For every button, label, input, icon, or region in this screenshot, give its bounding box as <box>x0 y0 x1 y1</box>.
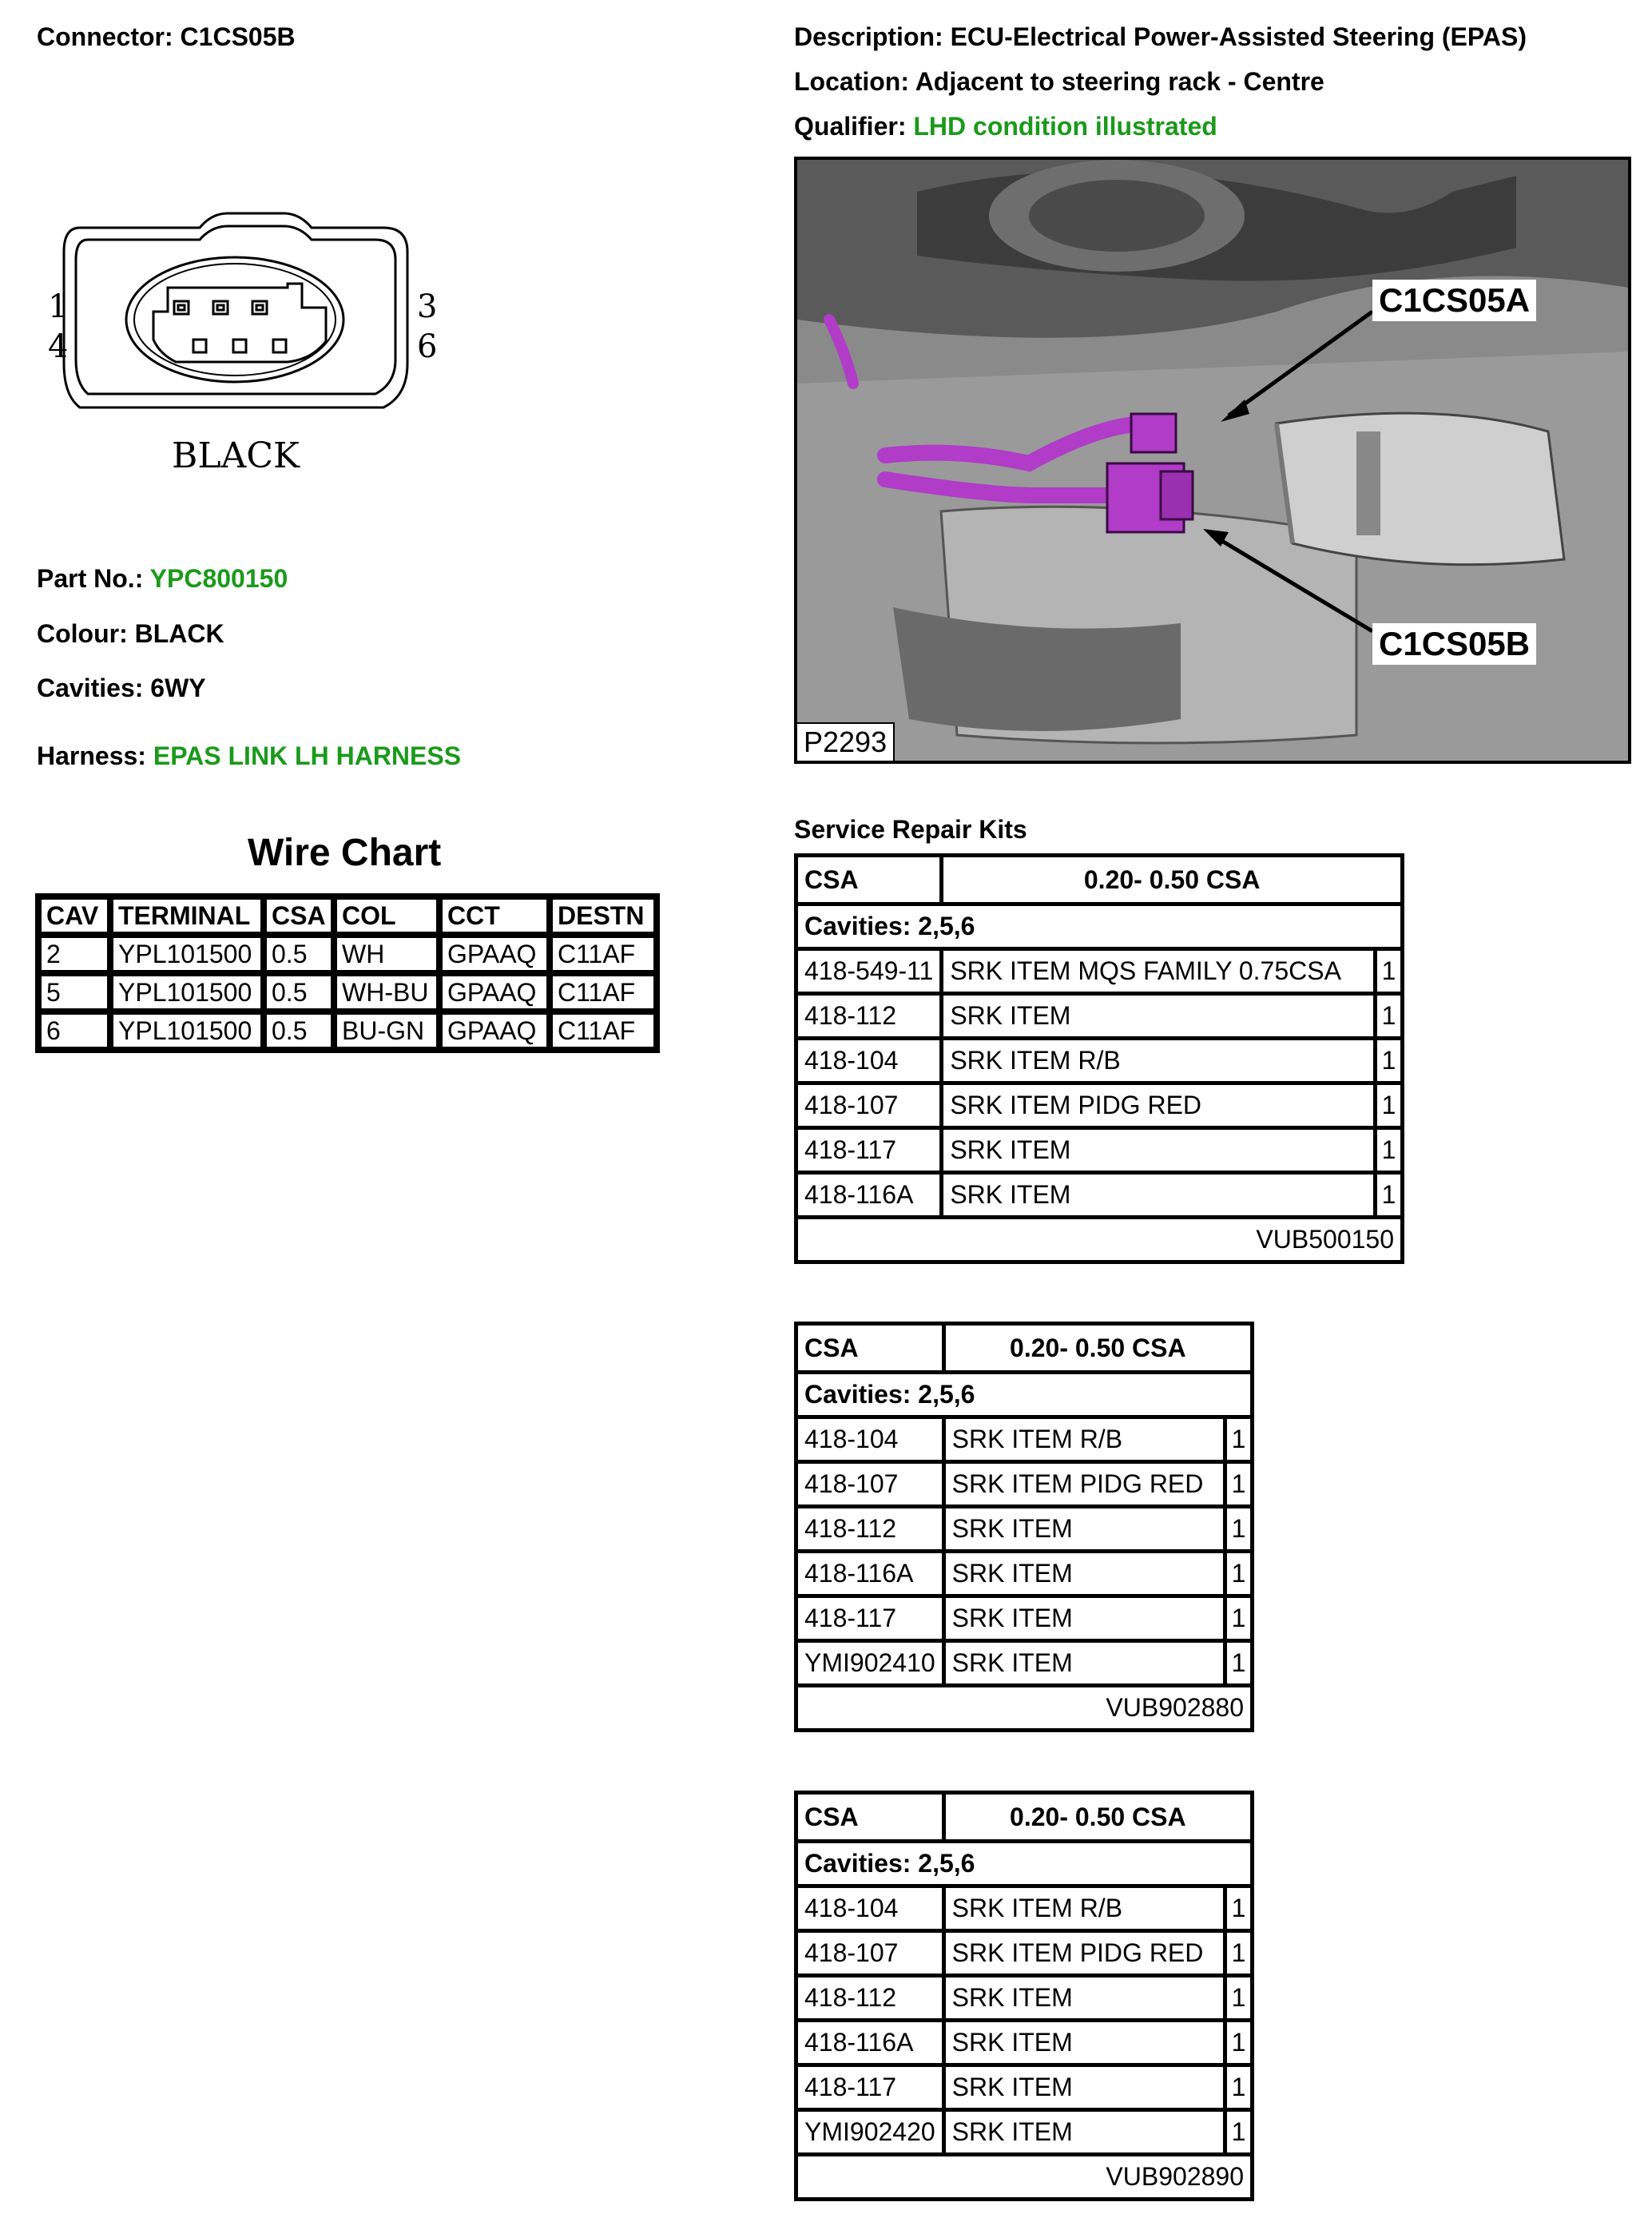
repair-kit-table-2 <box>794 1322 1254 1732</box>
cav-cell: 6 <box>38 1012 110 1050</box>
table-row <box>798 2018 1250 2063</box>
kit-item-qty: 1 <box>1373 947 1400 992</box>
table-row <box>798 1171 1400 1215</box>
harness-label: Harness: <box>37 741 146 770</box>
kit-item-part: YMI902420 <box>798 2108 942 2152</box>
kit-item-part: 418-117 <box>798 2063 942 2108</box>
col-header-destn: DESTN <box>550 896 657 935</box>
kit-header-row <box>798 1326 1250 1370</box>
location-label: Location: <box>794 67 909 96</box>
engine-bay-illustration <box>797 160 1628 761</box>
cavities-value: 6WY <box>150 674 206 702</box>
kit-item-desc: SRK ITEM MQS FAMILY 0.75CSA <box>939 947 1373 992</box>
kit-csa-label: CSA <box>804 1333 859 1362</box>
kit-item-qty: 1 <box>1223 1504 1250 1549</box>
kit-item-qty: 1 <box>1373 992 1400 1036</box>
kit-csa-range: 0.20- 0.50 CSA <box>939 857 1400 902</box>
cct-cell: GPAAQ <box>439 1012 550 1050</box>
kit-item-desc: SRK ITEM PIDG RED <box>939 1081 1373 1126</box>
kit-item-desc: SRK ITEM R/B <box>942 1415 1223 1460</box>
table-row <box>798 1036 1400 1081</box>
col-header-csa: CSA <box>264 896 334 935</box>
destn-cell: C11AF <box>550 1012 657 1050</box>
destn-cell: C11AF <box>550 973 657 1012</box>
col-cell: BU-GN <box>334 1012 439 1050</box>
callout-c1cs05b: C1CS05B <box>1372 623 1536 665</box>
location-photo <box>794 157 1631 764</box>
repair-kit-table-1 <box>794 853 1404 1264</box>
kit-item-desc: SRK ITEM <box>942 1594 1223 1639</box>
kit-number: VUB902890 <box>798 2152 1250 2197</box>
callout-c1cs05a: C1CS05A <box>1372 280 1536 321</box>
kit-item-part: YMI902410 <box>798 1639 942 1683</box>
kit-item-part: 418-117 <box>798 1594 942 1639</box>
location-value: Adjacent to steering rack - Centre <box>915 67 1324 96</box>
kit-item-qty: 1 <box>1223 2018 1250 2063</box>
qualifier-value: LHD condition illustrated <box>913 112 1217 141</box>
kit-item-desc: SRK ITEM PIDG RED <box>942 1929 1223 1974</box>
cavity-squares <box>174 301 286 352</box>
kit-item-qty: 1 <box>1223 1974 1250 2018</box>
kit-header-row <box>798 857 1400 902</box>
repair-kit-table-3 <box>794 1791 1254 2201</box>
table-row <box>798 2063 1250 2108</box>
col-header-cct: CCT <box>439 896 550 935</box>
kit-item-qty: 1 <box>1223 1594 1250 1639</box>
photo-id-label: P2293 <box>797 722 895 761</box>
kit-number: VUB500150 <box>798 1215 1400 1260</box>
col-cell: WH <box>334 935 439 973</box>
pin-label-6: 6 <box>417 328 438 365</box>
part-no-label: Part No.: <box>37 564 144 593</box>
cct-cell: GPAAQ <box>439 935 550 973</box>
qualifier-line <box>794 112 1217 141</box>
table-row <box>798 1504 1250 1549</box>
kit-csa-range: 0.20- 0.50 CSA <box>942 1326 1250 1370</box>
kit-item-part: 418-116A <box>798 2018 942 2063</box>
terminal-cell: YPL101500 <box>110 973 264 1012</box>
kit-item-qty: 1 <box>1373 1036 1400 1081</box>
kit-item-qty: 1 <box>1223 1884 1250 1929</box>
kit-item-part: 418-107 <box>798 1929 942 1974</box>
kit-item-qty: 1 <box>1223 2063 1250 2108</box>
kit-item-desc: SRK ITEM <box>939 1126 1373 1171</box>
table-row <box>38 973 657 1012</box>
kit-number: VUB902880 <box>798 1683 1250 1728</box>
table-row <box>798 1929 1250 1974</box>
kit-item-desc: SRK ITEM <box>942 1974 1223 2018</box>
kit-footer-row <box>798 1683 1250 1728</box>
table-row <box>798 947 1400 992</box>
table-row <box>798 1549 1250 1594</box>
service-repair-kits-title: Service Repair Kits <box>794 815 1027 844</box>
col-cell: WH-BU <box>334 973 439 1012</box>
kit-item-qty: 1 <box>1223 2108 1250 2152</box>
kit-item-part: 418-116A <box>798 1171 939 1215</box>
kit-item-desc: SRK ITEM <box>939 992 1373 1036</box>
kit-cavities: Cavities: 2,5,6 <box>798 1839 1250 1884</box>
kit-item-part: 418-104 <box>798 1036 939 1081</box>
qualifier-label: Qualifier: <box>794 112 907 141</box>
kit-item-desc: SRK ITEM <box>942 2108 1223 2152</box>
part-no-value: YPC800150 <box>149 564 288 593</box>
diagram-colour-caption: BLACK <box>172 435 300 476</box>
terminal-cell: YPL101500 <box>110 1012 264 1050</box>
destn-cell: C11AF <box>550 935 657 973</box>
table-row <box>798 2108 1250 2152</box>
table-row <box>798 1974 1250 2018</box>
kit-item-desc: SRK ITEM <box>942 2018 1223 2063</box>
connector-face-diagram <box>48 212 463 499</box>
csa-cell: 0.5 <box>264 935 334 973</box>
kit-item-part: 418-117 <box>798 1126 939 1171</box>
kit-csa-range: 0.20- 0.50 CSA <box>942 1795 1250 1839</box>
colour-value: BLACK <box>134 619 224 648</box>
table-row <box>798 1594 1250 1639</box>
table-row <box>798 1884 1250 1929</box>
kit-item-part: 418-112 <box>798 1974 942 2018</box>
kit-item-part: 418-549-11 <box>798 947 939 992</box>
kit-item-qty: 1 <box>1373 1126 1400 1171</box>
kit-footer-row <box>798 2152 1250 2197</box>
cavities-label: Cavities: <box>37 674 144 702</box>
connector-value: C1CS05B <box>180 22 296 51</box>
cavities-line <box>37 674 206 703</box>
wire-chart-header-row <box>38 896 657 935</box>
colour-line <box>37 619 224 649</box>
kit-item-qty: 1 <box>1223 1929 1250 1974</box>
kit-item-qty: 1 <box>1223 1415 1250 1460</box>
table-row <box>798 1415 1250 1460</box>
kit-cavities-row <box>798 902 1400 947</box>
description-line <box>794 22 1527 52</box>
kit-item-part: 418-116A <box>798 1549 942 1594</box>
col-header-cav: CAV <box>38 896 110 935</box>
location-line <box>794 67 1324 97</box>
table-row <box>798 1081 1400 1126</box>
kit-item-desc: SRK ITEM R/B <box>942 1884 1223 1929</box>
wire-chart-title: Wire Chart <box>248 832 442 874</box>
pin-label-1: 1 <box>48 288 69 325</box>
col-header-terminal: TERMINAL <box>110 896 264 935</box>
table-row <box>38 935 657 973</box>
harness-value: EPAS LINK LH HARNESS <box>153 741 462 770</box>
kit-cavities-row <box>798 1370 1250 1415</box>
kit-item-desc: SRK ITEM <box>942 2063 1223 2108</box>
kit-item-desc: SRK ITEM R/B <box>939 1036 1373 1081</box>
kit-item-desc: SRK ITEM PIDG RED <box>942 1460 1223 1504</box>
table-row <box>798 992 1400 1036</box>
kit-csa-label: CSA <box>804 865 859 894</box>
kit-item-qty: 1 <box>1223 1639 1250 1683</box>
pin-label-4: 4 <box>48 328 69 365</box>
kit-cavities: Cavities: 2,5,6 <box>798 902 1400 947</box>
table-row <box>798 1460 1250 1504</box>
csa-cell: 0.5 <box>264 1012 334 1050</box>
kit-csa-label: CSA <box>804 1802 859 1831</box>
kit-item-desc: SRK ITEM <box>942 1549 1223 1594</box>
cav-cell: 2 <box>38 935 110 973</box>
csa-cell: 0.5 <box>264 973 334 1012</box>
description-value: ECU-Electrical Power-Assisted Steering (EPAS) <box>950 22 1527 51</box>
kit-item-part: 418-104 <box>798 1884 942 1929</box>
description-label: Description: <box>794 22 943 51</box>
kit-item-part: 418-107 <box>798 1081 939 1126</box>
kit-item-desc: SRK ITEM <box>942 1639 1223 1683</box>
wire-chart-table <box>35 893 660 1053</box>
part-no-line <box>37 564 288 594</box>
kit-item-part: 418-107 <box>798 1460 942 1504</box>
table-row <box>798 1639 1250 1683</box>
kit-cavities-row <box>798 1839 1250 1884</box>
kit-item-part: 418-112 <box>798 1504 942 1549</box>
connector-line <box>37 22 296 52</box>
table-row <box>798 1126 1400 1171</box>
kit-item-qty: 1 <box>1223 1460 1250 1504</box>
connector-label: Connector: <box>37 22 173 51</box>
kit-header-row <box>798 1795 1250 1839</box>
kit-footer-row <box>798 1215 1400 1260</box>
kit-cavities: Cavities: 2,5,6 <box>798 1370 1250 1415</box>
table-row <box>38 1012 657 1050</box>
kit-item-part: 418-112 <box>798 992 939 1036</box>
kit-item-part: 418-104 <box>798 1415 942 1460</box>
col-header-col: COL <box>334 896 439 935</box>
connector-outline <box>48 212 463 499</box>
kit-item-qty: 1 <box>1373 1081 1400 1126</box>
cct-cell: GPAAQ <box>439 973 550 1012</box>
pin-label-3: 3 <box>417 288 438 325</box>
kit-item-desc: SRK ITEM <box>942 1504 1223 1549</box>
harness-line <box>37 741 461 771</box>
colour-label: Colour: <box>37 619 128 648</box>
terminal-cell: YPL101500 <box>110 935 264 973</box>
kit-item-qty: 1 <box>1223 1549 1250 1594</box>
kit-item-desc: SRK ITEM <box>939 1171 1373 1215</box>
cav-cell: 5 <box>38 973 110 1012</box>
kit-item-qty: 1 <box>1373 1171 1400 1215</box>
